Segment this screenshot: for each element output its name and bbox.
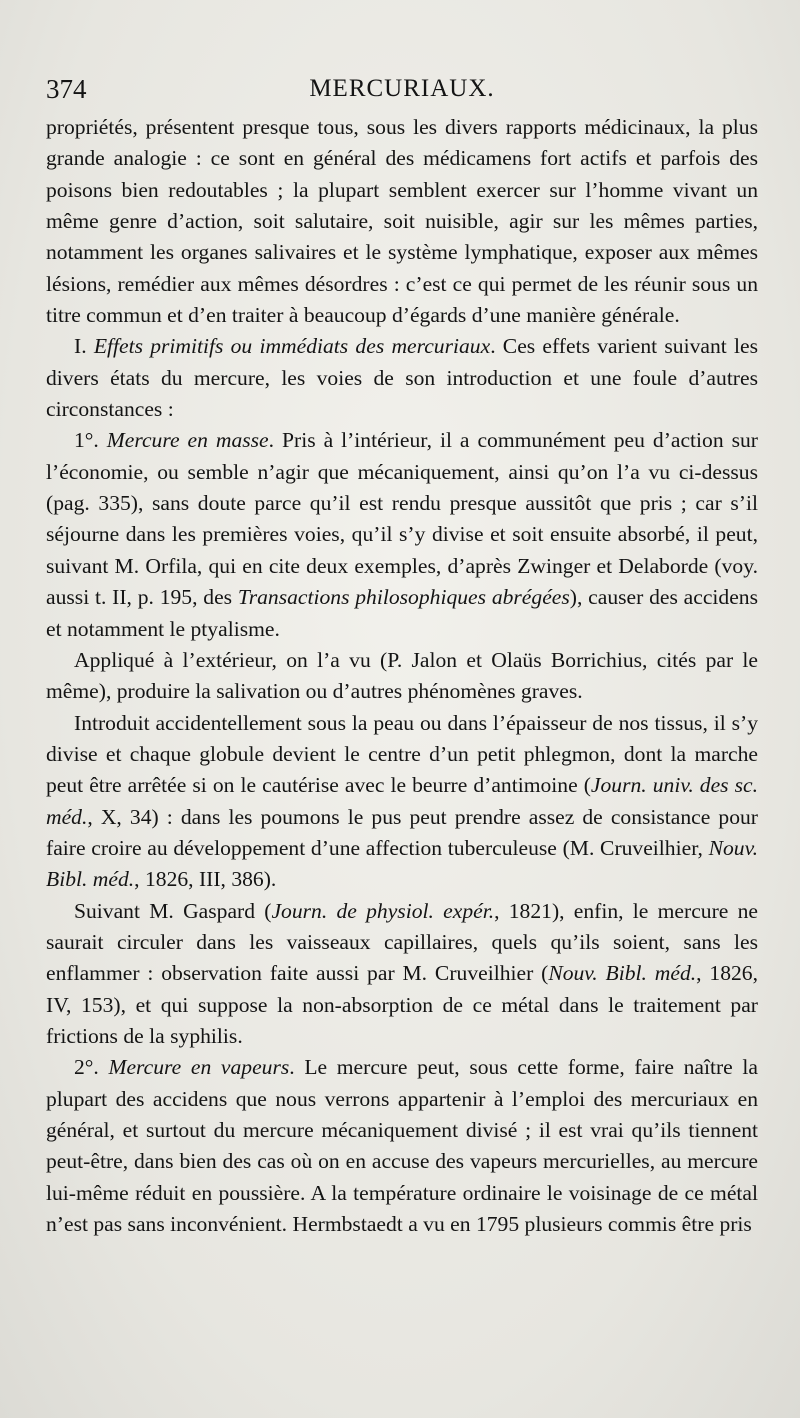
paragraph-mercure-en-masse — [46, 425, 758, 644]
italic-text: Mercure en vapeurs — [108, 1055, 290, 1080]
text-run: . Pris à l’intérieur, il a communément peu d’action sur l’économie, ou semble n’agir que mécaniquement, ainsi qu’on l’a vu ci-dessus (pag. 335), sans doute parce qu’il est rendu presque aussitôt que pris ; car s’il séjourne dans les premières voies, qu’il s’y divise et soit ensuite absorbé, il peut, suivant M. Orfila, qui en cite deux exemples, d’après Zwinger et Delaborde (voy. aussi t. II, p. 195, des — [46, 428, 758, 610]
body-text — [46, 112, 758, 1240]
paragraph-introduit-peau — [46, 708, 758, 896]
paragraph-section-1-heading — [46, 331, 758, 425]
text-run: ), causer des accidens et notamment le ptyalisme. — [46, 585, 758, 641]
text-run: propriétés, présentent presque tous, sous les divers rapports médicinaux, la plus grande analogie : ce sont en général des médicamens fort actifs et parfois des poisons bien redoutables ; la plupart semblent exercer sur l’homme vivant un même genre d’action, soit salutaire, soit nuisible, agir sur les mêmes parties, notamment les organes salivaires et le système lymphatique, exposer aux mêmes lésions, remédier aux mêmes désordres : c’est ce qui permet de les réunir sous un titre commun et d’en traiter à beaucoup d’égards d’une manière générale. — [46, 115, 758, 328]
text-run: 1°. — [74, 428, 107, 453]
text-run: Introduit accidentellement sous la peau ou dans l’épaisseur de nos tissus, il s’y divise et chaque globule devient le centre d’un petit phlegmon, dont la marche peut être arrêtée si on le cautérise avec le beurre d’antimoine ( — [46, 710, 758, 798]
paragraph-intro-continuation — [46, 112, 758, 331]
text-run: , X, 34) : dans les poumons le pus peut prendre assez de consistance pour faire croire au développement d’une affection tuberculeuse (M. Cruveilhier, — [46, 804, 758, 860]
italic-text: Effets primitifs ou immédiats des mercuriaux — [93, 334, 491, 359]
text-run: , 1826, IV, 153), et qui suppose la non-absorption de ce métal dans le traitement par frictions de la syphilis. — [46, 961, 758, 1048]
italic-text: Transactions philosophiques abrégées — [237, 585, 570, 610]
running-head: MERCURIAUX. — [309, 75, 495, 102]
text-run: . Ces effets varient suivant les divers états du mercure, les voies de son introduction et une foule d’autres circonstances : — [46, 334, 758, 422]
italic-text: Journ. univ. des sc. méd. — [46, 773, 758, 829]
page-number: 374 — [46, 74, 87, 104]
paragraph-suivant-gaspard — [46, 896, 758, 1053]
italic-text: Mercure en masse — [106, 428, 269, 453]
text-run: Suivant M. Gaspard ( — [74, 898, 272, 923]
page-header — [46, 74, 758, 104]
italic-text: Nouv. Bibl. méd. — [46, 835, 758, 892]
paragraph-mercure-en-vapeurs — [46, 1052, 758, 1240]
text-run: 2°. — [74, 1055, 109, 1080]
italic-text: Nouv. Bibl. méd. — [548, 961, 697, 986]
italic-text: Journ. de physiol. expér. — [271, 898, 495, 923]
text-run: I. — [74, 334, 94, 359]
text-run: Appliqué à l’extérieur, on l’a vu (P. Jalon et Olaüs Borrichius, cités par le même), produire la salivation ou d’autres phénomènes graves. — [46, 647, 758, 704]
text-run: . Le mercure peut, sous cette forme, faire naître la plupart des accidens que nous verrons appartenir à l’emploi des mercuriaux en général, et surtout du mercure mécaniquement divisé ; il est vrai qu’ils tiennent peut-être, dans bien des cas où on en accuse des vapeurs mercurielles, au mercure lui-même réduit en poussière. A la température ordinaire le voisinage de ce métal n’est pas sans inconvénient. Hermbstaedt a vu en 1795 plusieurs commis être pris — [46, 1055, 758, 1237]
text-run: , 1821), enfin, le mercure ne saurait circuler dans les vaisseaux capillaires, quels qu’ils soient, sans les enflammer : observation faite aussi par M. Cruveilhier ( — [46, 898, 758, 986]
paragraph-applique-exterieur — [46, 645, 758, 708]
text-run: , 1826, III, 386). — [134, 867, 277, 892]
